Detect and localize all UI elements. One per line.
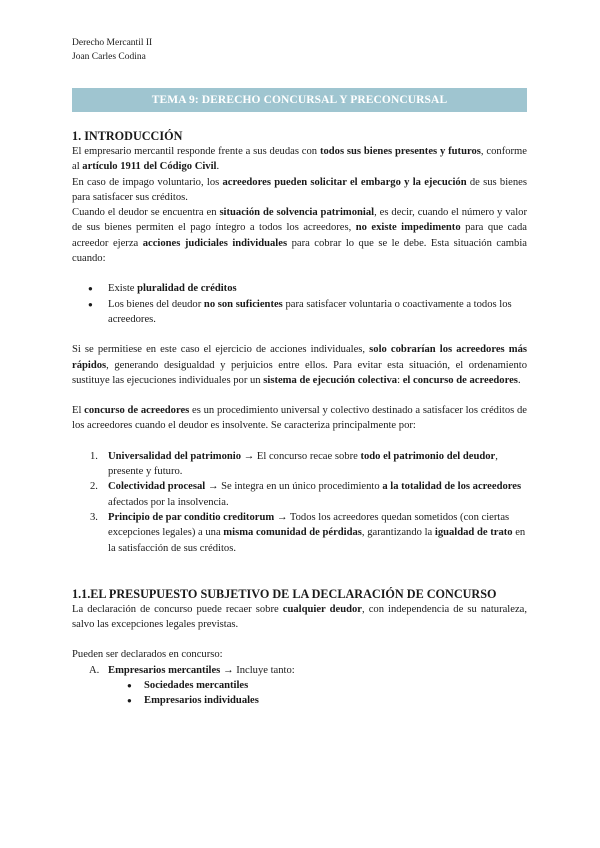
list-item bbox=[72, 510, 527, 556]
paragraph: La declaración de concurso puede recaer sobre cualquier deudor, con independencia de su naturaleza, salvo las excepciones legales previstas. bbox=[72, 603, 527, 631]
list-item: ● Sociedades mercantiles bbox=[72, 678, 527, 693]
list-item bbox=[72, 449, 527, 480]
paragraph: En caso de impago voluntario, los acreedores pueden solicitar el embargo y la ejecución de sus bienes para satisfacer sus créditos. bbox=[72, 176, 527, 203]
list-item-text: Principio de par conditio creditorum → Todos los acreedores quedan sometidos (con ciertas excepciones legales) a una misma comunidad de pérdidas, garantizando la igualdad de trato en la satisfacción de sus créditos. bbox=[108, 511, 526, 554]
paragraph: El empresario mercantil responde frente a sus deudas con todos sus bienes presentes y futuros, conforme al artículo 1911 del Código Civil. bbox=[72, 146, 527, 173]
list-letter: A. bbox=[89, 664, 100, 676]
section-heading-introduccion: 1. INTRODUCCIÓN bbox=[72, 129, 183, 143]
list-item-text: Empresarios mercantiles → Incluye tanto: bbox=[108, 664, 295, 676]
paragraph: Pueden ser declarados en concurso: bbox=[72, 649, 223, 661]
list-item-text: Colectividad procesal → Se integra en un único procedimiento a la totalidad de los acreedores afectados por la insolvencia. bbox=[108, 481, 522, 508]
document-body bbox=[72, 128, 527, 709]
list-item: ● Empresarios individuales bbox=[72, 693, 527, 708]
paragraph: Cuando el deudor se encuentra en situación de solvencia patrimonial, es decir, cuando el número y valor de sus bienes permiten el pago íntegro a todos los acreedores, no existe impedimento para que cada acreedor ejerza acciones judiciales individuales para cobrar lo que se le debe. Esta situación cambia cuando: bbox=[72, 207, 527, 265]
list-item: ● Existe pluralidad de créditos bbox=[72, 281, 527, 296]
course-name: Derecho Mercantil II bbox=[72, 38, 153, 48]
section-heading-presupuesto-subjetivo: 1.1.EL PRESUPUESTO SUBJETIVO DE LA DECLARACIÓN DE CONCURSO bbox=[72, 586, 497, 601]
paragraph: El concurso de acreedores es un procedimiento universal y colectivo destinado a satisfacer los créditos de los acreedores cuando el deudor es insolvente. Se caracteriza principalmente por: bbox=[72, 405, 528, 432]
sub-bullet-list bbox=[72, 678, 527, 709]
list-number: 2. bbox=[90, 481, 98, 493]
document-header bbox=[72, 36, 152, 64]
author-name: Joan Carles Codina bbox=[72, 52, 146, 62]
paragraph: Si se permitiese en este caso el ejercicio de acciones individuales, solo cobrarían los acreedores más rápidos, generando desigualdad y perjuicios entre ellos. Para evitar esta situación, el ordenamiento sustituye las ejecuciones individuales por un sistema de ejecución colectiva: el concurso de acreedores. bbox=[72, 344, 527, 386]
list-item-text: Universalidad del patrimonio → El concurso recae sobre todo el patrimonio del deudor, presente y futuro. bbox=[108, 450, 498, 478]
lettered-item bbox=[72, 663, 527, 678]
list-item bbox=[72, 479, 527, 510]
numbered-list bbox=[72, 449, 527, 556]
list-item: ● Los bienes del deudor no son suficientes para satisfacer voluntaria o coactivamente a todos los acreedores. bbox=[72, 297, 527, 328]
bullet-list bbox=[72, 281, 527, 327]
topic-banner: TEMA 9: DERECHO CONCURSAL Y PRECONCURSAL bbox=[72, 88, 527, 112]
list-number: 1. bbox=[90, 450, 98, 462]
list-number: 3. bbox=[90, 511, 98, 523]
